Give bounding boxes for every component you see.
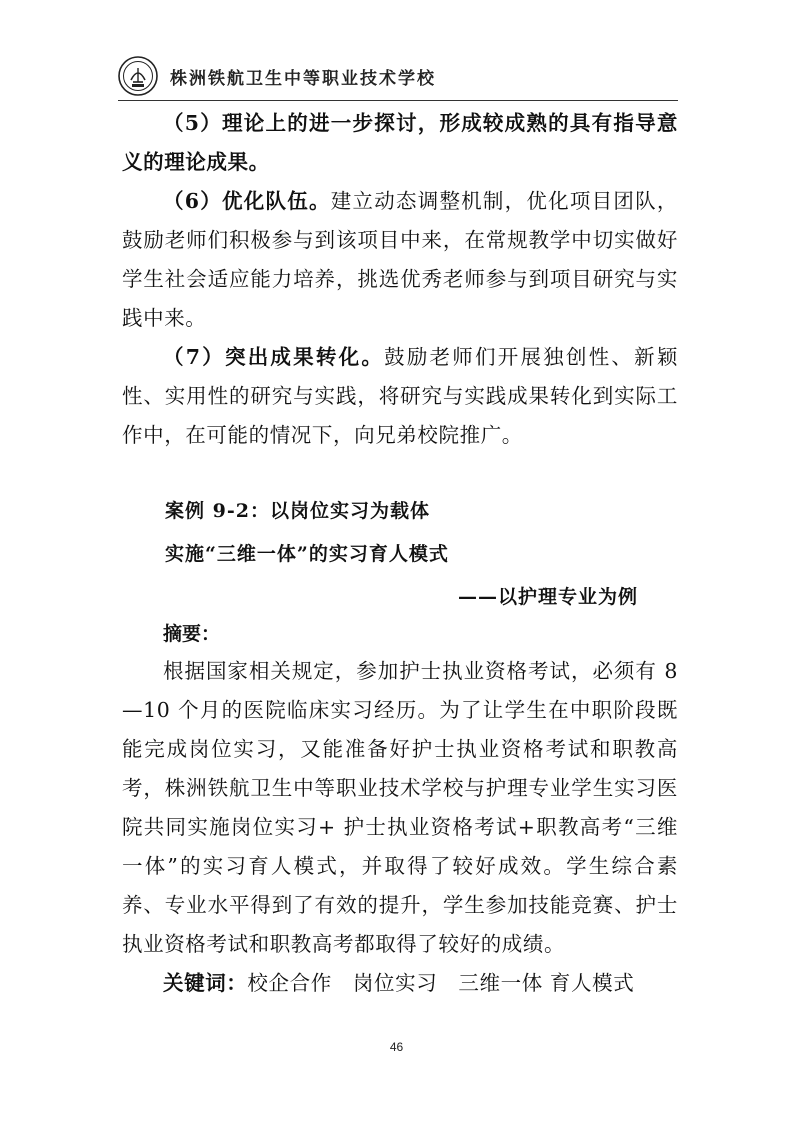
- case-subtitle: ——以护理专业为例: [457, 586, 638, 608]
- abstract-section: [122, 616, 678, 1003]
- paragraph-6: [122, 182, 678, 338]
- body-text: [122, 104, 678, 455]
- page-number: 46: [389, 1040, 404, 1054]
- keywords-label: 关键词：: [163, 971, 248, 995]
- page-header: [118, 54, 678, 100]
- case-title-line1: 案例 9-2：以岗位实习为载体: [165, 500, 430, 522]
- paragraph-5: （5）理论上的进一步探讨，形成较成熟的具有指导意义的理论成果。: [122, 111, 678, 174]
- school-name: 株洲铁航卫生中等职业技术学校: [170, 69, 436, 89]
- paragraph-6-lead: （6）优化队伍。: [163, 189, 331, 213]
- case-title-block: [165, 490, 678, 619]
- paragraph-7: [122, 338, 678, 455]
- abstract-text: 根据国家相关规定，参加护士执业资格考试，必须有 8—10 个月的医院临床实习经历。为了让学生在中职阶段既能完成岗位实习，又能准备好护士执业资格考试和职教高考，株洲铁航卫生中等职业技术学校与护理专业学生实习医院共同实施岗位实习+ 护士执业资格考试+职教高考“三维一体”的实习育人模式，并取得了较好成效。学生综合素养、专业水平得到了有效的提升，学生参加技能竞赛、护士执业资格考试和职教高考都取得了较好的成绩。: [122, 659, 678, 956]
- keywords-line: [122, 964, 678, 1003]
- paragraph-6-text: 建立动态调整机制，优化项目团队，鼓励老师们积极参与到该项目中来，在常规教学中切实做好学生社会适应能力培养，挑选优秀老师参与到项目研究与实践中来。: [122, 189, 678, 330]
- school-emblem-icon: [118, 56, 158, 96]
- header-divider: [118, 100, 678, 101]
- case-title-line2: 实施“三维一体”的实习育人模式: [165, 543, 449, 565]
- keywords-text: 校企合作 岗位实习 三维一体 育人模式: [247, 971, 635, 995]
- abstract-heading: 摘要：: [163, 623, 221, 645]
- paragraph-7-lead: （7）突出成果转化。: [163, 345, 385, 369]
- paragraph-7-text: 鼓励老师们开展独创性、新颖性、实用性的研究与实践，将研究与实践成果转化到实际工作中，在可能的情况下，向兄弟校院推广。: [122, 345, 678, 447]
